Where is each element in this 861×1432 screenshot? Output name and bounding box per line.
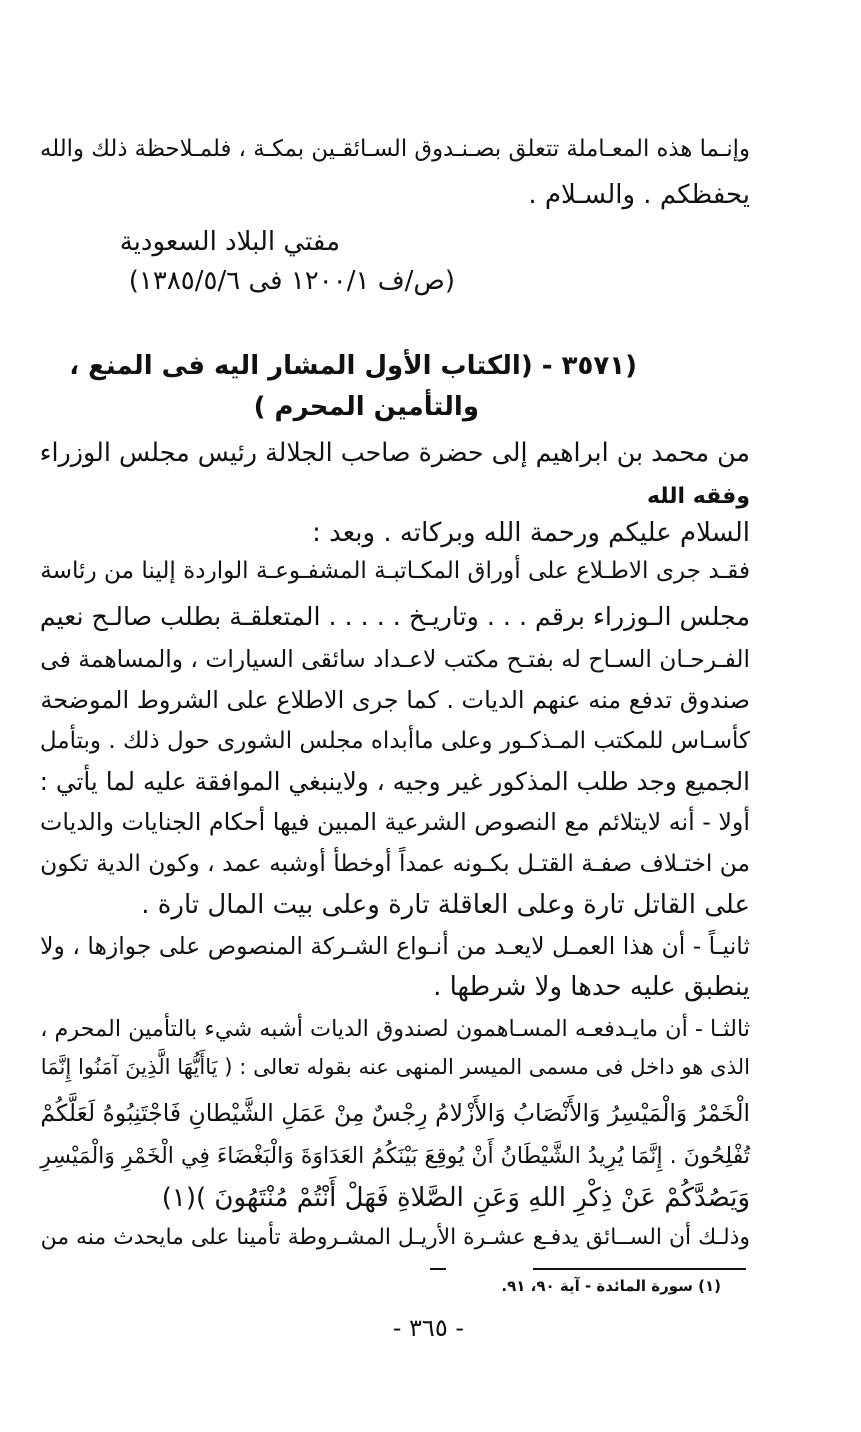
page-number: - ٣٦٥ - (392, 1314, 464, 1342)
text-line: مجلس الـوزراء برقم . . . وتاريـخ . . . . . المتعلقـة بطلب صالـح نعيم (39, 602, 750, 631)
footnote: (١) سورة المائدة - آية ٩٠، ٩١. (501, 1277, 721, 1295)
text-line: وإنـما هذه المعـاملة تتعلق بصـنـدوق السـائقـين بمكـة ، فلمـلاحظة ذلك والله (40, 136, 750, 162)
footnote-divider-mark (430, 1268, 446, 1270)
section-heading: (٣٥٧١ - (الكتاب الأول المشار اليه فى المنع ، (69, 351, 637, 381)
signature-title: مفتي البلاد السعودية (119, 227, 340, 257)
text-line: ينطبق عليه حدها ولا شرطها . (433, 972, 750, 1002)
text-line: فقـد جرى الاطـلاع على أوراق المكـاتبـة المشفـوعـة الواردة إلينا من رئاسة (40, 558, 750, 584)
text-line: على القاتل تارة وعلى العاقلة تارة وعلى بيت المال تارة . (141, 890, 750, 920)
text-line: من اختـلاف صفـة القتـل بكـونه عمداً أوخطأ أوشبه عمد ، وكون الدية تكون (40, 850, 750, 877)
text-line: الفـرحـان السـاح له بفتـح مكتب لاعـداد سائقى السيارات ، والمساهمة فى (40, 645, 750, 673)
quran-verse-line: تُفْلِحُونَ . إِنَّمَا يُرِيدُ الشَّيْطَانُ أَنْ يُوقِعَ بَيْنَكُمُ العَدَاوَةَ وَالْبَغْضَاءَ فِي الْخَمْرِ وَالْمَيْسِرِ (40, 1144, 750, 1169)
text-line: أولا - أنه لايتلائم مع النصوص الشرعية المبين فيها أحكام الجنايات والديات (40, 808, 750, 836)
text-line: الجميع وجد طلب المذكور غير وجيه ، ولاينبغي الموافقة عليه لما يأتي : (39, 767, 750, 796)
section-heading: والتأمين المحرم ) (253, 392, 479, 422)
text-line: ثانيـاً - أن هذا العمـل لايعـد من أنـواع الشـركة المنصوص على جوازها ، ولا (40, 932, 750, 960)
text-line: يحفظكم . والسـلام . (528, 180, 750, 210)
text-line: صندوق تدفع منه عنهم الديات . كما جرى الاطلاع على الشروط الموضحة (40, 686, 750, 714)
text-line: الذى هو داخل فى مسمى الميسر المنهى عنه بقوله تعالى : ( يَاأَيُّهَا الَّذِينَ آمَنُوا إِنَّمَا (40, 1054, 750, 1079)
text-line: كأسـاس للمكتب المـذكـور وعلى ماأبداه مجلس الشورى حول ذلك . وبتأمل (39, 728, 750, 754)
text-line: وفقه الله (646, 484, 750, 509)
footnote-divider (533, 1268, 746, 1270)
quran-verse-line: الْخَمْرُ وَالْمَيْسِرُ وَالأَنْصَابُ وَالأَزْلامُ رِجْسٌ مِنْ عَمَلِ الشَّيْطانِ فَاجْتَنِبُوهُ لَعَلَّكُمْ (40, 1099, 750, 1127)
text-line: ثالثـا - أن مايـدفعـه المسـاهمون لصندوق الديات أشبه شيء بالتأمين المحرم ، (40, 1016, 750, 1042)
text-line: السلام عليكم ورحمة الله وبركاته . وبعد : (312, 518, 750, 548)
text-line: من محمد بن ابراهيم إلى حضرة صاحب الجلالة رئيس مجلس الوزراء (39, 437, 750, 467)
quran-verse-line: وَيَصُدَّكُمْ عَنْ ذِكْرِ اللهِ وَعَنِ الصَّلاةِ فَهَلْ أَنْتُمْ مُنْتَهُونَ )(١) (161, 1183, 750, 1213)
text-line: وذلـك أن الســائق يدفـع عشـرة الأريـل المشـروطة تأمينا على مايحدث منه من (40, 1225, 750, 1250)
reference-number: (ص/ف ١٢٠٠/١ فى ١٣٨٥/٥/٦) (128, 266, 455, 296)
